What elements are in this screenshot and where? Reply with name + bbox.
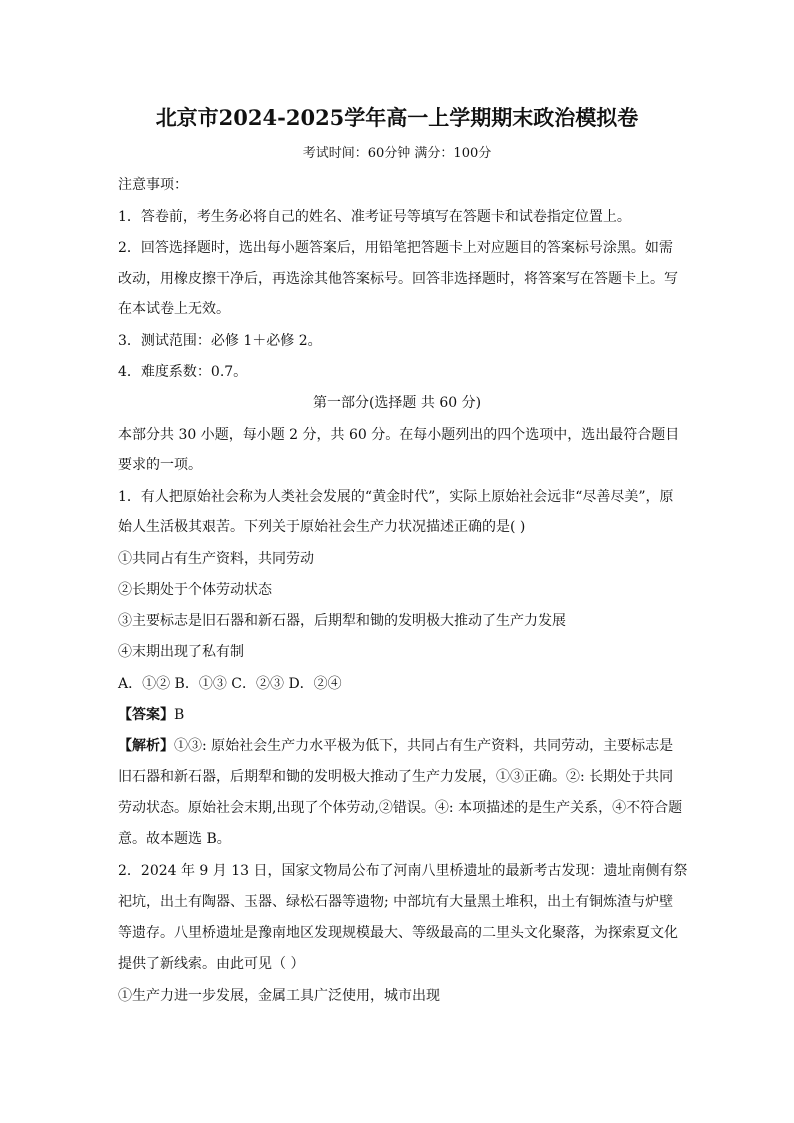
q1-option-3: ③主要标志是旧石器和新石器，后期犁和锄的发明极大推动了生产力发展 [118,613,566,629]
q2-stem-line-2: 祀坑，出土有陶器、玉器、绿松石器等遗物; 中部坑有大量黑土堆积，出土有铜炼渣与炉壁 [118,894,674,910]
q1-option-1: ①共同占有生产资料，共同劳动 [118,551,314,567]
q1-choices: A．①② B．①③ C．②③ D．②④ [118,676,342,692]
q1-answer [118,705,678,725]
q1-analysis-line-4: 意。故本题选 B。 [118,831,231,847]
q1-analysis-line-1 [118,736,678,756]
notice-item-2-line-2: 改动，用橡皮擦干净后，再选涂其他答案标号。回答非选择题时，将答案写在答题卡上。写 [118,271,678,287]
q1-option-4: ④末期出现了私有制 [118,644,244,660]
notice-heading: 注意事项： [118,177,188,193]
q1-stem-line-1: 1．有人把原始社会称为人类社会发展的“黄金时代”，实际上原始社会远非“尽善尽美”，原 [118,489,674,505]
answer-value: B [174,707,185,723]
section-desc-line-2: 要求的一项。 [118,457,202,473]
q2-stem-line-4: 提供了新线索。由此可见（ ） [118,956,305,972]
answer-label: 【答案】 [118,707,174,723]
analysis-label: 【解析】 [118,738,174,754]
q2-option-1: ①生产力进一步发展，金属工具广泛使用，城市出现 [118,988,440,1004]
notice-item-1: 1．答卷前，考生务必将自己的姓名、准考证号等填写在答题卡和试卷指定位置上。 [118,209,631,225]
notice-item-3: 3．测试范围：必修 1＋必修 2。 [118,333,322,349]
q2-stem-line-3: 等遗存。八里桥遗址是豫南地区发现规模最大、等级最高的二里头文化聚落，为探索夏文化 [118,925,678,941]
notice-item-2-line-1: 2．回答选择题时，选出每小题答案后，用铅笔把答题卡上对应题目的答案标号涂黑。如需 [118,240,673,256]
q1-analysis-line-2: 旧石器和新石器，后期犁和锄的发明极大推动了生产力发展，①③正确。②: 长期处于共同 [118,769,674,785]
q1-analysis-line-3: 劳动状态。原始社会末期,出现了个体劳动,②错误。④: 本项描述的是生产关系，④不符合题 [118,800,683,816]
section-desc-line-1: 本部分共 30 小题，每小题 2 分，共 60 分。在每小题列出的四个选项中，选出最符合题目 [118,427,680,443]
q1-stem-line-2: 始人生活极其艰苦。下列关于原始社会生产力状况描述正确的是( ) [118,519,526,535]
q1-option-2: ②长期处于个体劳动状态 [118,582,272,598]
section-heading: 第一部分(选择题 共 60 分) [312,395,482,411]
page-title: 北京市2024-2025学年高一上学期期末政治模拟卷 [155,105,639,130]
notice-item-2-line-3: 在本试卷上无效。 [118,301,230,317]
notice-item-4: 4．难度系数：0.7。 [118,364,248,380]
exam-info: 考试时间：60分钟 满分：100分 [302,146,492,161]
q2-stem-line-1: 2．2024 年 9 月 13 日，国家文物局公布了河南八里桥遗址的最新考古发现：遗址南侧有祭 [118,863,688,879]
analysis-text: ①③: 原始社会生产力水平极为低下，共同占有生产资料，共同劳动，主要标志是 [174,738,674,754]
